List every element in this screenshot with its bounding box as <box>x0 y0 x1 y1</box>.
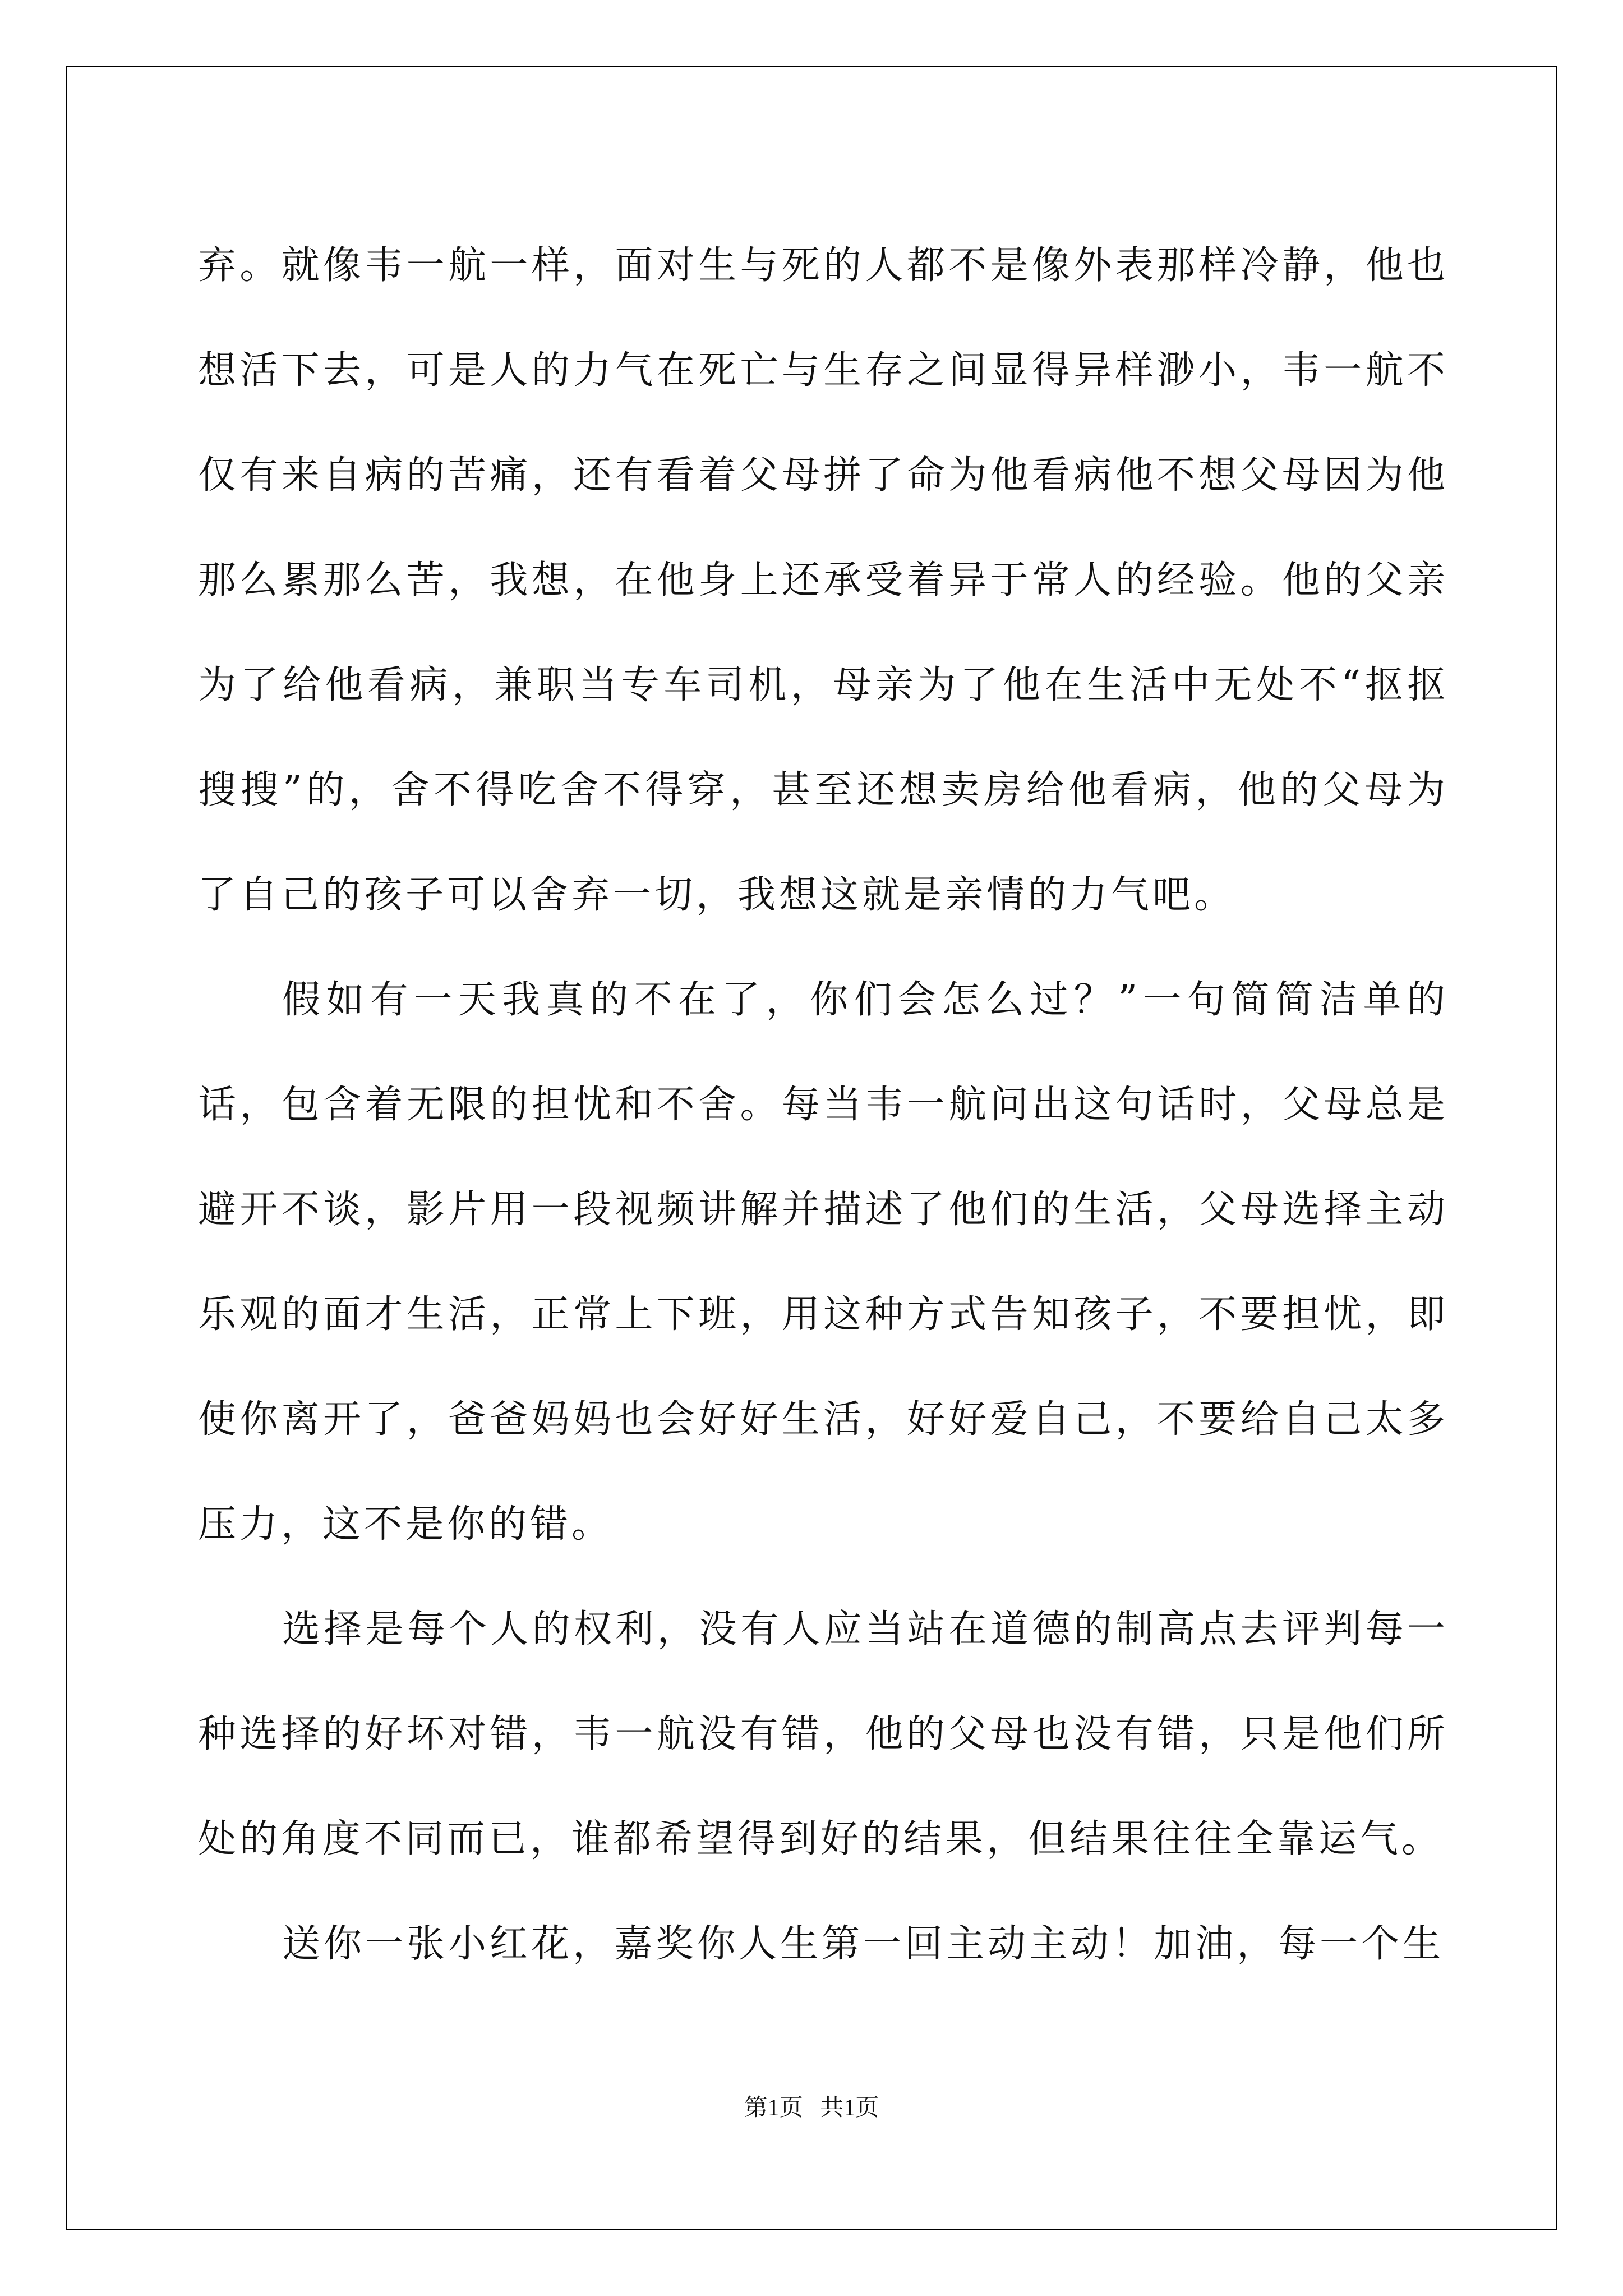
paragraph-2: 假如有一天我真的不在了，你们会怎么过？”一句简简洁单的话，包含着无限的担忧和不舍。每当韦一航问出这句话时，父母总是避开不谈，影片用一段视频讲解并描述了他们的生活，父母选择主动乐观的面才生活，正常上下班，用这种方式告知孩子，不要担忧，即使你离开了，爸爸妈妈也会好好生活，好好爱自己，不要给自己太多压力，这不是你的错。 <box>198 978 1449 1547</box>
paragraph-1: 弃。就像韦一航一样，面对生与死的人都不是像外表那样冷静，他也想活下去，可是人的力气在死亡与生存之间显得异样渺小，韦一航不仅有来自病的苦痛，还有看着父母拼了命为他看病他不想父母因为他那么累那么苦，我想，在他身上还承受着异于常人的经验。他的父亲为了给他看病，兼职当专车司机，母亲为了他在生活中无处不“抠抠搜搜”的，舍不得吃舍不得穿，甚至还想卖房给他看病，他的父母为了自己的孩子可以舍弃一切，我想这就是亲情的力气吧。 <box>198 243 1449 917</box>
page-total: 共1页 <box>820 2095 879 2121</box>
document-body <box>198 213 1449 1996</box>
paragraph-3: 选择是每个人的权利，没有人应当站在道德的制高点去评判每一种选择的好坏对错，韦一航没有错，他的父母也没有错，只是他们所处的角度不同而已，谁都希望得到好的结果，但结果往往全靠运气。 <box>198 1607 1449 1861</box>
paragraph-4: 送你一张小红花，嘉奖你人生第一回主动主动！加油，每一个生 <box>282 1922 1445 1966</box>
page-footer <box>0 2089 1623 2123</box>
page-number: 第1页 <box>744 2095 803 2121</box>
